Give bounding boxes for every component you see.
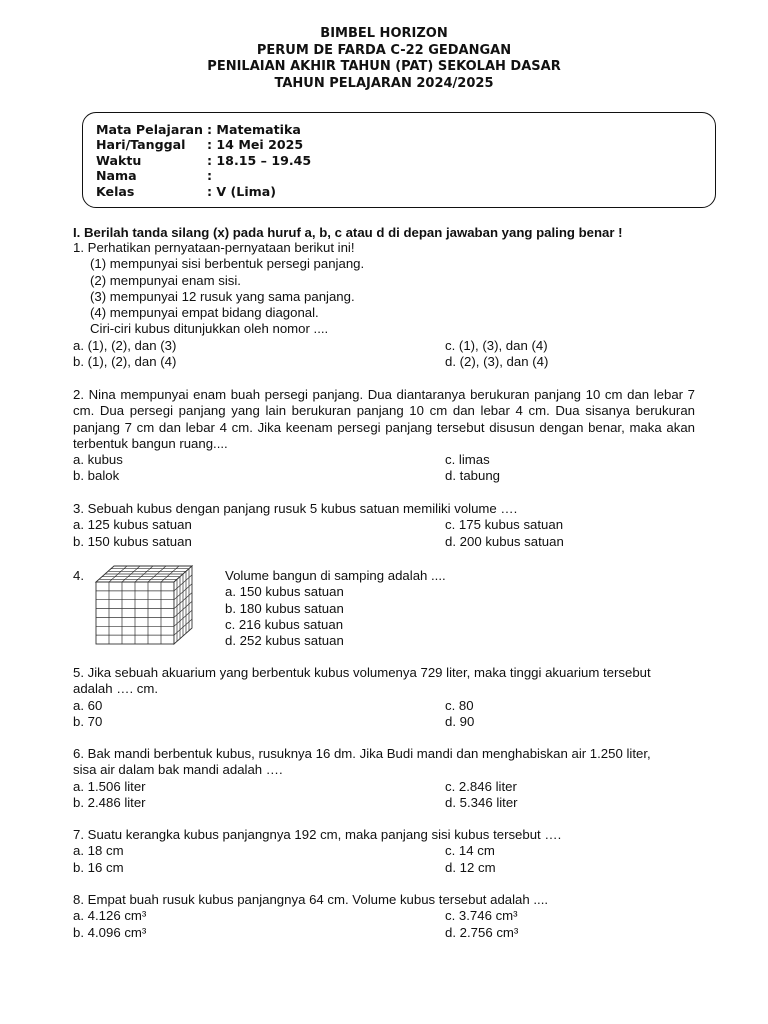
option-d[interactable]: d. 5.346 liter — [445, 794, 518, 810]
question-4-number: 4. — [73, 568, 84, 583]
student-info-box — [82, 112, 716, 208]
option-c[interactable]: c. 14 cm — [445, 843, 495, 859]
question-stem: Volume bangun di samping adalah .... — [225, 568, 446, 583]
option-d[interactable]: d. (2), (3), dan (4) — [445, 354, 549, 370]
info-row-time — [96, 153, 311, 168]
option-a[interactable]: a. kubus — [73, 452, 123, 468]
subject-value: : Matematika — [207, 122, 301, 137]
option-b[interactable]: b. 150 kubus satuan — [73, 533, 192, 549]
option-b[interactable]: b. 4.096 cm³ — [73, 924, 147, 940]
question-stem: 6. Bak mandi berbentuk kubus, rusuknya 16 dm. Jika Budi mandi dan menghabiskan air 1.250 liter, sisa air dalam bak mandi adalah …. — [73, 746, 651, 778]
date-label: Hari/Tanggal — [96, 137, 186, 153]
info-row-date — [96, 137, 311, 152]
option-b[interactable]: b. (1), (2), dan (4) — [73, 354, 177, 370]
option-d[interactable]: d. 2.756 cm³ — [445, 924, 519, 940]
question-stem: 3. Sebuah kubus dengan panjang rusuk 5 kubus satuan memiliki volume …. — [73, 501, 518, 516]
option-c[interactable]: c. 3.746 cm³ — [445, 908, 518, 924]
question-ask: Ciri-ciri kubus ditunjukkan oleh nomor .... — [90, 321, 329, 337]
exam-title: PENILAIAN AKHIR TAHUN (PAT) SEKOLAH DASAR — [207, 59, 561, 74]
class-value: : V (Lima) — [207, 183, 277, 199]
option-d[interactable]: d. 200 kubus satuan — [445, 533, 564, 549]
question-stem: 7. Suatu kerangka kubus panjangnya 192 cm, maka panjang sisi kubus tersebut …. — [73, 827, 562, 842]
question-5 — [73, 665, 663, 730]
option-d[interactable]: d. 12 cm — [445, 859, 496, 875]
question-1 — [73, 240, 695, 370]
option-a[interactable]: a. 60 — [73, 697, 103, 713]
answer-options — [73, 517, 695, 550]
question-stem: 1. Perhatikan pernyataan-pernyataan berikut ini! — [73, 240, 355, 255]
question-6 — [73, 746, 673, 811]
option-c[interactable]: c. 2.846 liter — [445, 778, 517, 794]
section-instruction: I. Berilah tanda silang (x) pada huruf a, b, c atau d di depan jawaban yang paling benar ! — [73, 225, 623, 240]
time-label: Waktu — [96, 152, 142, 168]
info-table — [96, 122, 311, 199]
option-a[interactable]: a. 150 kubus satuan — [225, 584, 344, 600]
name-label: Nama — [96, 168, 137, 184]
option-c[interactable]: c. 175 kubus satuan — [445, 517, 564, 533]
question-7 — [73, 827, 695, 876]
question-2 — [73, 387, 695, 485]
question-stem: 5. Jika sebuah akuarium yang berbentuk kubus volumenya 729 liter, maka tinggi akuarium tersebut adalah …. cm. — [73, 665, 651, 697]
option-a[interactable]: a. 1.506 liter — [73, 778, 146, 794]
option-c[interactable]: c. limas — [445, 452, 490, 468]
question-stem: 2. Nina mempunyai enam buah persegi panjang. Dua diantaranya berukuran panjang 10 cm dan lebar 7 cm. Dua persegi panjang yang lain berukuran panjang 10 cm dan lebar 4 cm. Dua sisanya berukuran panjang 7 cm dan lebar 4 cm. Jika keenam persegi panjang tersebut disusun dengan benar, maka akan terbentuk bangun ruang.... — [73, 387, 695, 451]
option-a[interactable]: a. 4.126 cm³ — [73, 908, 147, 924]
option-c[interactable]: c. (1), (3), dan (4) — [445, 337, 548, 353]
academic-year: TAHUN PELAJARAN 2024/2025 — [274, 75, 494, 91]
option-b[interactable]: b. 16 cm — [73, 859, 124, 875]
option-d[interactable]: d. 252 kubus satuan — [225, 633, 344, 649]
class-label: Kelas — [96, 183, 135, 199]
option-b[interactable]: b. 2.486 liter — [73, 794, 146, 810]
answer-options — [73, 843, 695, 876]
option-d[interactable]: d. 90 — [445, 713, 475, 729]
subject-label: Mata Pelajaran — [96, 122, 204, 137]
info-row-class — [96, 184, 311, 199]
statement-4: (4) mempunyai empat bidang diagonal. — [90, 305, 319, 321]
question-3 — [73, 501, 695, 550]
question-8 — [73, 892, 695, 941]
school-address: PERUM DE FARDA C-22 GEDANGAN — [256, 42, 512, 58]
question-4 — [225, 568, 446, 649]
question-stem: 8. Empat buah rusuk kubus panjangnya 64 cm. Volume kubus tersebut adalah .... — [73, 892, 549, 907]
statement-1: (1) mempunyai sisi berbentuk persegi panjang. — [90, 256, 365, 272]
option-b[interactable]: b. 180 kubus satuan — [225, 600, 344, 616]
option-c[interactable]: c. 216 kubus satuan — [225, 616, 344, 632]
option-a[interactable]: a. 18 cm — [73, 843, 124, 859]
info-row-name — [96, 168, 311, 183]
option-b[interactable]: b. balok — [73, 468, 120, 484]
name-value: : — [207, 168, 213, 184]
date-value: : 14 Mei 2025 — [207, 137, 304, 153]
document-header — [0, 26, 768, 92]
option-c[interactable]: c. 80 — [445, 697, 474, 713]
option-d[interactable]: d. tabung — [445, 468, 500, 484]
answer-options — [73, 779, 673, 812]
answer-options — [73, 452, 695, 485]
statement-3: (3) mempunyai 12 rusuk yang sama panjang. — [90, 288, 355, 304]
school-name: BIMBEL HORIZON — [320, 26, 448, 41]
info-row-subject — [96, 122, 311, 137]
option-a[interactable]: a. 125 kubus satuan — [73, 517, 192, 533]
answer-options — [73, 908, 695, 941]
statement-2: (2) mempunyai enam sisi. — [90, 272, 241, 288]
option-b[interactable]: b. 70 — [73, 713, 103, 729]
answer-options — [73, 698, 663, 731]
time-value: : 18.15 – 19.45 — [207, 152, 312, 168]
option-a[interactable]: a. (1), (2), dan (3) — [73, 337, 177, 353]
answer-options — [73, 338, 695, 371]
unit-cube-figure — [94, 564, 204, 646]
